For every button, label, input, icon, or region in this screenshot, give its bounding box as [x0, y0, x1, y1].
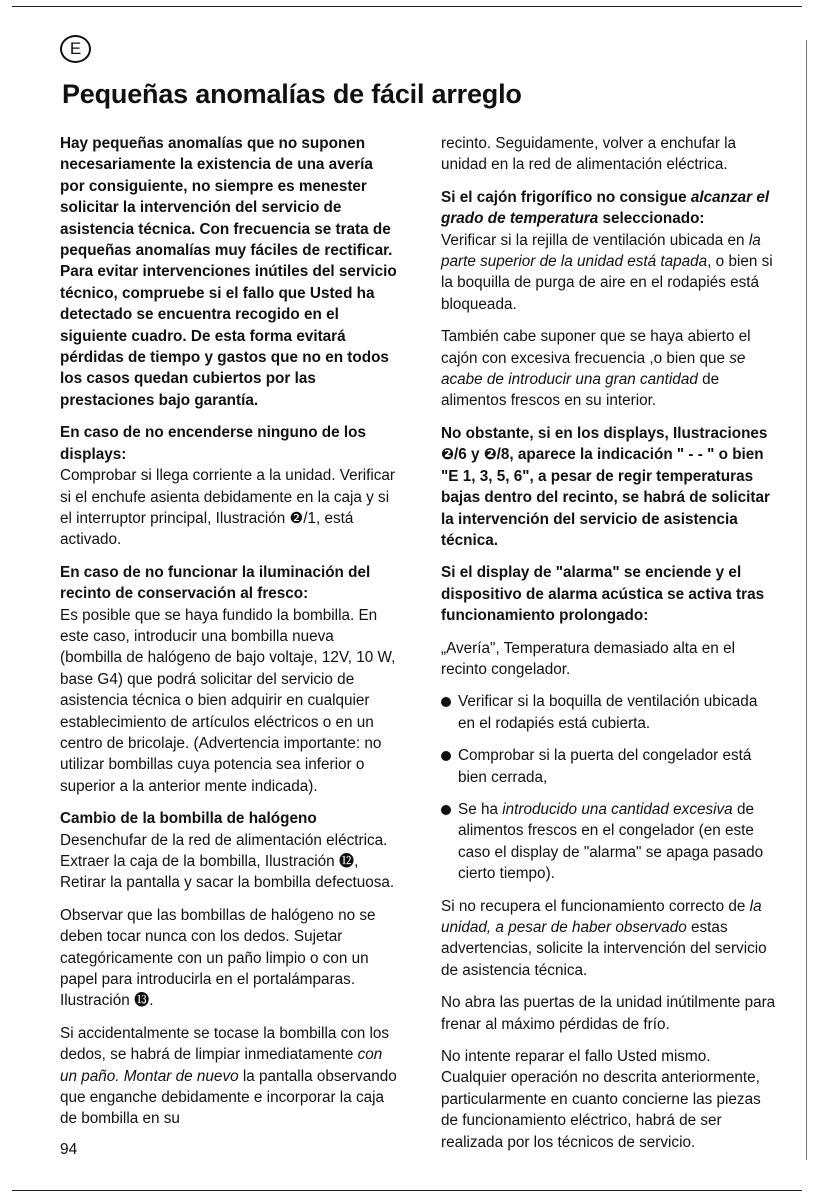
list-item: Comprobar si la puerta del congelador está bien cerrada,: [441, 745, 777, 788]
paragraph-do-not-touch: Observar que las bombillas de halógeno no se deben tocar nunca con los dedos. Sujetar categóricamente con un paño limpio o con un papel para introducirla en el portalámparas. Ilustración ⓭.: [60, 906, 376, 1010]
section-no-displays: [60, 422, 398, 550]
paragraph-continuation: recinto. Seguidamente, volver a enchufar la unidad en la red de alimentación eléctrica.: [441, 135, 737, 174]
text-run-italic: la unidad, a pesar de haber observado: [441, 897, 762, 936]
text-run-italic: introducido una cantidad excesiva: [502, 800, 733, 818]
text-run-italic: con un paño. Montar de nuevo: [60, 1046, 383, 1085]
section-no-lighting: [60, 562, 398, 797]
list-item: Verificar si la boquilla de ventilación ubicada en el rodapiés está cubierta.: [441, 691, 777, 734]
section-heading: En caso de no funcionar la iluminación del recinto de conservación al fresco:: [60, 563, 371, 603]
section-heading-italic: alcanzar el grado de temperatura: [441, 188, 770, 228]
text-run: , o bien si la boquilla de purga de aire en el rodapiés está bloqueada.: [441, 253, 773, 313]
text-run-italic: se acabe de introducir una gran cantidad: [441, 349, 746, 389]
language-badge: E: [60, 35, 91, 63]
text-run: También cabe suponer que se haya abierto el cajón con excesiva frecuencia ,o bien que: [441, 328, 751, 367]
intro-paragraph: Hay pequeñas anomalías que no suponen necesariamente la existencia de una avería por consiguiente, no siempre es menester solicitar la intervención del servicio de asistencia técnica. Con frecuencia se trata de pequeñas anomalías muy fáciles de rectificar. Para evitar intervenciones inútiles del servicio técnico, compruebe si el fallo que Usted ha detectado se encuentra recogido en el siguiente cuadro. De esta forma evitará pérdidas de tiempo y gastos que no en todos los casos quedan cubiertos por las prestaciones bajo garantía.: [60, 135, 397, 409]
text-run: Si accidentalmente se tocase la bombilla con los dedos, se habrá de limpiar inmediatamente: [60, 1024, 390, 1064]
text-run: Verificar si la rejilla de ventilación ubicada en: [441, 231, 749, 249]
text-run: la pantalla observando que enganche debidamente e incorporar la caja de bombilla en su: [60, 1067, 397, 1128]
top-rule: [12, 6, 802, 7]
list-item: [441, 799, 777, 885]
bottom-rule: [12, 1190, 802, 1191]
right-column: [441, 133, 777, 1164]
page-number: 94: [60, 1141, 78, 1158]
paragraph-fault: „Avería", Temperatura demasiado alta en el recinto congelador.: [441, 639, 735, 678]
paragraph-clean-bulb: [60, 1023, 398, 1130]
left-column: [60, 133, 398, 1141]
section-heading: Cambio de la bombilla de halógeno: [60, 810, 317, 828]
text-run: de alimentos frescos en su interior.: [441, 371, 720, 410]
checklist: [441, 691, 777, 884]
section-heading: Si el cajón frigorífico no consigue: [441, 188, 691, 206]
right-margin-rule: [806, 40, 807, 1160]
section-heading: seleccionado:: [598, 210, 705, 228]
section-temperature: [441, 187, 777, 315]
text-run: de alimentos frescos en el congelador (en este caso el display de "alarma" se apaga pasado cierto tiempo).: [458, 800, 764, 883]
text-run: Si no recupera el funcionamiento correcto de: [441, 897, 750, 915]
text-run: estas advertencias, solicite la intervención del servicio de asistencia técnica.: [441, 919, 767, 979]
section-heading: En caso de no encenderse ninguno de los displays:: [60, 424, 366, 463]
paragraph-door-opened: [441, 326, 777, 412]
text-run: Se ha: [458, 800, 503, 818]
paragraph-call-service: [441, 896, 777, 982]
page-title: Pequeñas anomalías de fácil arreglo: [62, 79, 522, 109]
section-alarm-heading: Si el display de "alarma" se enciende y el dispositivo de alarma acústica se activa tras funcionamiento prolongado:: [441, 564, 765, 625]
text-run-italic: la parte superior de la unidad está tapada: [441, 231, 761, 271]
paragraph-no-repair: No intente reparar el fallo Usted mismo. Cualquier operación no descrita anteriormente, particularmente en cuanto concierne las piezas de funcionamiento eléctrico, habrá de ser realizada por los técnicos de servicio.: [441, 1048, 761, 1151]
section-text: Comprobar si llega corriente a la unidad. Verificar si el enchufe asienta debidamente en la caja y si el interruptor principal, Ilustración ❷/1, está activado.: [60, 467, 396, 549]
section-text: Desenchufar de la red de alimentación eléctrica. Extraer la caja de la bombilla, Ilustración ⓬, Retirar la pantalla y sacar la bombilla defectuosa.: [60, 831, 395, 892]
section-display-indication: No obstante, si en los displays, Ilustraciones ❷/6 y ❷/8, aparece la indicación " - - " o bien "E 1, 3, 5, 6", a pesar de regir temperaturas bajas dentro del recinto, se habrá de solicitar la intervención del servicio de asistencia técnica.: [441, 424, 770, 549]
section-halogen-bulb: [60, 808, 398, 894]
paragraph-doors: No abra las puertas de la unidad inútilmente para frenar al máximo pérdidas de frío.: [441, 994, 776, 1033]
section-text: Es posible que se haya fundido la bombilla. En este caso, introducir una bombilla nueva (bombilla de halógeno de bajo voltaje, 12V, 10 W, base G4) que podrá solicitar del servicio de asistencia técnica o bien adquirir en cualquier establecimiento de artículos eléctricos o en un centro de bricolaje. (Advertencia importante: no utilizar bombillas cuya potencia sea inferior o superior a la anterior mente indicada).: [60, 606, 396, 795]
